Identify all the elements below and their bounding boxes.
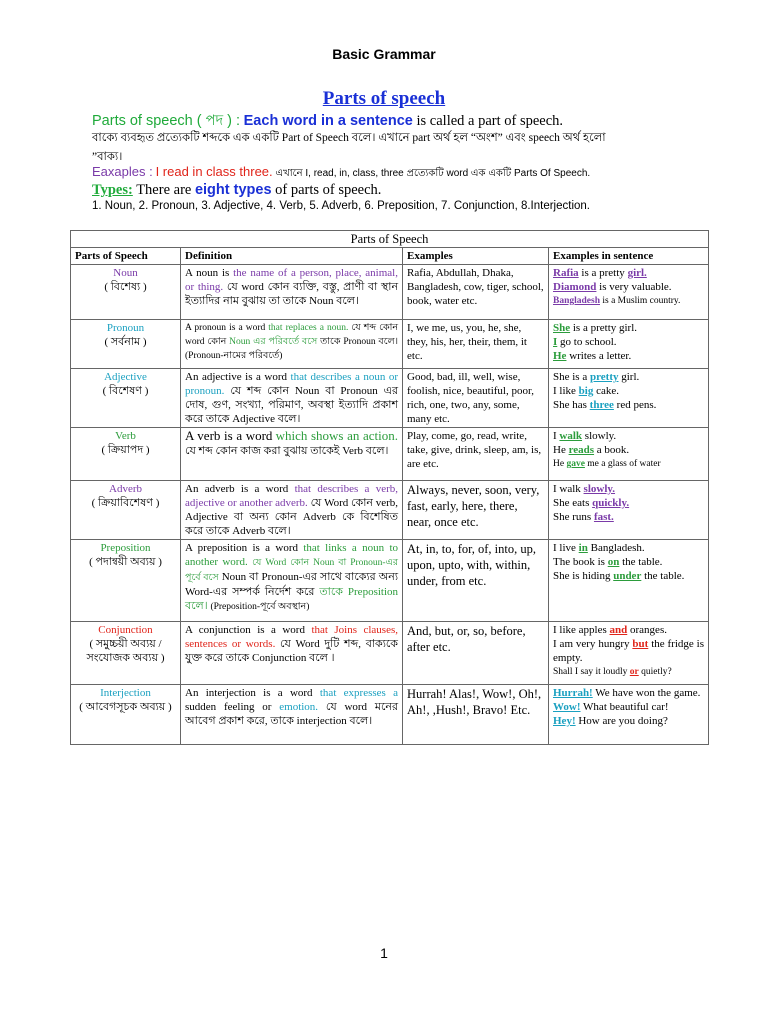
column-header: Examples in sentence	[549, 248, 709, 265]
definition-highlight: that describes a verb, adjective or another adverb.	[185, 483, 398, 509]
definition-highlight: যে Word কোন Noun বা Pronoun-এর পূর্বে বসে	[185, 558, 399, 583]
definition-text: A verb is a word	[185, 428, 273, 443]
definition-bangla: যে শব্দ কোন কাজ করা বুঝায় তাকেই Verb বলে।	[185, 445, 389, 457]
sentence-text: quietly?	[638, 667, 672, 677]
sentence-text: He	[553, 444, 569, 456]
sentence-highlight: fast.	[593, 511, 614, 523]
table-row	[71, 481, 709, 540]
sentence-highlight: reads	[568, 444, 595, 456]
part-name: Adverb	[109, 483, 142, 495]
sentence-text: I live	[553, 542, 579, 554]
definition-bangla: যে শব্দ কোন word কোন	[185, 323, 399, 347]
sentence-text: writes a letter.	[566, 350, 632, 362]
sentence-text: What beautiful car!	[580, 701, 669, 713]
sentence-highlight: Bangladesh	[553, 296, 600, 306]
sentence-text: the fridge is empty.	[553, 638, 705, 664]
intro-bold: Each word in a sentence	[243, 113, 413, 129]
part-name-bangla: ( সর্বনাম )	[104, 336, 147, 348]
part-name-bangla: ( বিশেষ্য )	[104, 281, 147, 293]
sentence-text: How are you doing?	[575, 715, 668, 727]
column-header: Parts of Speech	[71, 248, 181, 265]
part-name-bangla: ( ক্রিয়াপদ )	[101, 444, 150, 456]
definition-bangla: Noun বা Pronoun-এর সাথে বাক্যের অন্য Word-এর সম্পর্ক নির্দেশ করে	[185, 571, 399, 598]
sentence-text: She runs	[553, 511, 594, 523]
definition-highlight: that expresses a	[319, 687, 399, 699]
example-sentence: I read in class three.	[155, 164, 273, 179]
definition-bangla: যে Word দুটি শব্দ, বাক্যকে যুক্ত করে তাকে Conjunction বলে ।	[185, 638, 399, 664]
examples-cell: At, in, to, for, of, into, up, upon, upto, with, within, under, from etc.	[403, 540, 549, 622]
types-label: Types:	[92, 182, 133, 198]
sentence-highlight: Hurrah!	[553, 687, 593, 699]
part-name: Interjection	[100, 687, 151, 699]
sentence-text: girl.	[618, 371, 640, 383]
definition-text: sudden feeling or	[185, 701, 272, 713]
table-row	[71, 540, 709, 622]
intro-rest: is called a part of speech.	[416, 113, 564, 129]
definition-highlight: that links a noun to another word.	[185, 542, 399, 568]
sentence-highlight: pretty	[589, 371, 619, 383]
part-name-bangla: ( বিশেষণ )	[102, 385, 149, 397]
sentence-text: We have won the game.	[592, 687, 701, 699]
intro-label: Parts of speech ( পদ ) :	[92, 113, 241, 129]
sentence-text: I like apples	[553, 624, 610, 636]
table-row	[71, 265, 709, 320]
sentence-text: a book.	[594, 444, 630, 456]
part-name: Noun	[113, 267, 138, 279]
sentence-text: the table.	[619, 556, 663, 568]
definition-highlight: that Joins clauses, sentences or words.	[185, 624, 398, 650]
sentence-text: is a pretty	[578, 267, 628, 279]
definition-highlight: that replaces a noun.	[268, 323, 349, 333]
sentence-highlight: I	[553, 336, 558, 348]
sentence-highlight: on	[607, 556, 620, 568]
sentence-text: She is a	[553, 371, 590, 383]
examples-cell: And, but, or, so, before, after etc.	[403, 622, 549, 685]
intro-line-4	[92, 164, 590, 183]
definition-bangla: যে শব্দ কোন Noun বা Pronoun এর দোষ, গুণ, সংখ্যা, পরিমাণ, অবস্থা ইত্যাদি প্রকাশ করে তাকে Adjective বলে।	[185, 385, 399, 425]
table-row	[71, 622, 709, 685]
sentence-text: She is hiding	[553, 570, 614, 582]
examples-cell: Play, come, go, read, write, take, give, drink, sleep, am, is, are etc.	[403, 428, 549, 481]
intro-line-2: বাক্যে ব্যবহৃত প্রত্যেকটি শব্দকে এক একটি Part of Speech বলে। এখানে part অর্থ হল “অংশ” এবং speech অর্থ হলো	[92, 132, 606, 144]
sentence-highlight: quickly.	[592, 497, 630, 509]
sentence-text: go to school.	[557, 336, 617, 348]
sentence-text: I	[553, 430, 560, 442]
sentence-text: The book is	[553, 556, 608, 568]
document-header: Basic Grammar	[332, 46, 436, 62]
sentence-highlight: slowly.	[583, 483, 616, 495]
sentence-text: slowly.	[582, 430, 617, 442]
table-row	[71, 369, 709, 428]
sentence-highlight: under	[613, 570, 642, 582]
definition-highlight: the name of a person, place, animal, or thing.	[185, 267, 398, 293]
parts-of-speech-table	[70, 230, 709, 745]
definition-text: An adverb is a word	[185, 483, 289, 495]
sentence-highlight: and	[609, 624, 628, 636]
examples-cell: I, we me, us, you, he, she, they, his, her, their, them, it etc.	[403, 320, 549, 369]
sentence-highlight: He	[553, 350, 567, 362]
table-row	[71, 685, 709, 745]
definition-text: A noun is	[185, 267, 230, 279]
examples-cell: Hurrah! Alas!, Wow!, Oh!, Ah!, ,Hush!, Bravo! Etc.	[403, 685, 549, 745]
types-list: 1. Noun, 2. Pronoun, 3. Adjective, 4. Verb, 5. Adverb, 6. Preposition, 7. Conjunction, 8.Interjection.	[92, 200, 590, 212]
part-name-bangla: ( পদান্বয়ী অব্যয় )	[89, 556, 162, 568]
column-header: Examples	[403, 248, 549, 265]
sentence-highlight: or	[629, 667, 639, 677]
part-name: Verb	[115, 430, 136, 442]
sentence-highlight: gave	[566, 459, 585, 469]
document-title: Parts of speech	[322, 88, 446, 109]
intro-line-3: ”বাক্য।	[92, 151, 123, 163]
part-name-bangla: ( ক্রিয়াবিশেষণ )	[91, 497, 160, 509]
sentence-text: is very valuable.	[596, 281, 672, 293]
sentence-text: I like	[553, 385, 579, 397]
definition-highlight: Noun এর পরিবর্তে বসে	[229, 337, 318, 347]
sentence-text: cake.	[593, 385, 620, 397]
sentence-text: is a pretty girl.	[570, 322, 638, 334]
sentence-highlight: but	[632, 638, 649, 650]
sentence-highlight: three	[589, 399, 614, 411]
sentence-highlight: She	[553, 322, 571, 334]
sentence-text: the table.	[641, 570, 685, 582]
definition-bangla: যে word কোন ব্যক্তি, বস্তু, প্রাণী বা স্থান ইত্যাদির নাম বুঝায় তা তাকে Noun বলে।	[185, 281, 399, 307]
definition-highlight: তাকে Preposition বলে।	[185, 586, 399, 612]
definition-bangla: যে word মনের আবেগ প্রকাশ করে, তাকে interjection বলে।	[185, 701, 398, 727]
examples-cell: Rafia, Abdullah, Dhaka, Bangladesh, cow, tiger, school, book, water etc.	[403, 265, 549, 320]
sentence-highlight: walk	[559, 430, 583, 442]
definition-text: An interjection is a word	[185, 687, 313, 699]
page-number: 1	[380, 945, 388, 961]
sentence-text: I am very hungry	[553, 638, 633, 650]
example-explanation: এখানে I, read, in, class, three প্রত্যেকটি word এক একটি Parts Of Speech.	[275, 168, 591, 179]
part-name: Conjunction	[98, 624, 153, 636]
example-label: Eaxaples :	[92, 164, 153, 179]
definition-bangla: তাকে Pronoun বলে। (Pronoun-নামের পরিবর্তে)	[185, 337, 399, 361]
sentence-text: I walk	[553, 483, 584, 495]
definition-text: A pronoun is a word	[185, 323, 266, 333]
sentence-highlight: in	[578, 542, 588, 554]
sentence-text: He	[553, 459, 567, 469]
sentence-highlight: Diamond	[553, 281, 597, 293]
definition-text: A conjunction is a word	[185, 624, 305, 636]
examples-cell: Good, bad, ill, well, wise, foolish, nice, beautiful, poor, rich, one, two, any, some, many etc.	[403, 369, 549, 428]
definition-highlight: which shows an action.	[275, 428, 398, 443]
types-text-c: of parts of speech.	[275, 182, 382, 198]
sentence-text: oranges.	[627, 624, 667, 636]
types-text-a: There are	[136, 182, 192, 198]
definition-highlight: that describes a noun or pronoun.	[185, 371, 399, 397]
sentence-highlight: Hey!	[553, 715, 576, 727]
sentence-highlight: girl.	[627, 267, 647, 279]
definition-highlight: emotion.	[279, 701, 319, 713]
sentence-text: red pens.	[613, 399, 657, 411]
sentence-highlight: Rafia	[553, 267, 579, 279]
sentence-highlight: Wow!	[553, 701, 581, 713]
table-row	[71, 428, 709, 481]
sentence-text: Shall I say it loudly	[553, 667, 630, 677]
sentence-text: She has	[553, 399, 590, 411]
definition-bangla: যে Word কোন verb, Adjective বা অন্য কোন Adverb কে বিশেষিত করে তাকে Adverb বলে।	[185, 497, 399, 537]
part-name: Preposition	[100, 542, 151, 554]
sentence-text: is a Muslim country.	[600, 296, 681, 306]
part-name-bangla: ( আবেগসূচক অব্যয় )	[79, 701, 172, 713]
definition-note: (Preposition-পূর্বে অবস্থান)	[210, 602, 310, 612]
types-count: eight types	[194, 182, 272, 198]
examples-cell: Always, never, soon, very, fast, early, here, there, near, once etc.	[403, 481, 549, 540]
definition-text: An adjective is a word	[185, 371, 287, 383]
table-caption: Parts of Speech	[71, 231, 709, 248]
part-name: Adjective	[104, 371, 147, 383]
column-header: Definition	[181, 248, 403, 265]
sentence-text: She eats	[553, 497, 593, 509]
part-name-bangla: ( সমুচ্চয়ী অব্যয় / সংযোজক অব্যয় )	[86, 638, 165, 664]
sentence-text: Bangladesh.	[587, 542, 645, 554]
sentence-highlight: big	[578, 385, 594, 397]
part-name: Pronoun	[106, 322, 145, 334]
intro-line-5	[92, 182, 381, 199]
table-row	[71, 320, 709, 369]
sentence-text: me a glass of water	[584, 459, 661, 469]
definition-text: A preposition is a word	[185, 542, 298, 554]
